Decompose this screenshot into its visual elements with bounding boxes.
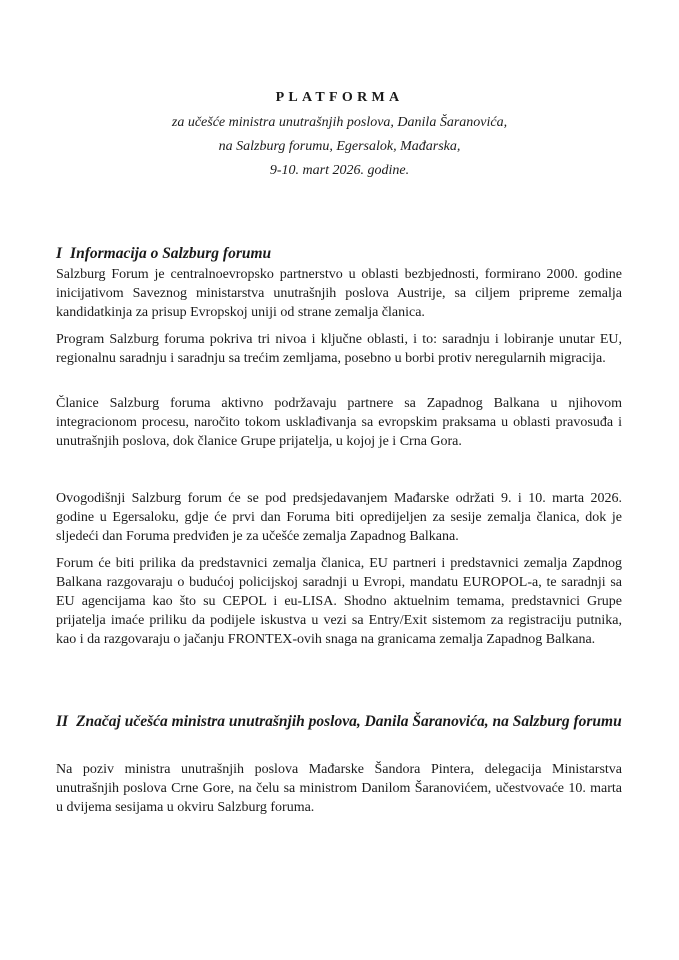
- paragraph: Forum će biti prilika da predstavnici zemalja članica, EU partneri i predstavnici zemalja Zapdnog Balkana razgovaraju o budućoj policijskoj saradnji u Evropi, mandatu EUROPOL-a, te saradnji sa EU agencijama kao što su CEPOL i eu-LISA. Shodno aktuelnim temama, predstavnici Grupe prijatelja imaće priliku da podijele iskustva u vezi sa Entry/Exit sistemom za registraciju putnika, kao i da razgovaraju o jačanju FRONTEX-ovih snaga na granicama zemalja Zapadnog Balkana.: [56, 556, 622, 647]
- section-title: Informacija o Salzburg forumu: [70, 245, 272, 262]
- section-1-paragraph-1: [56, 265, 622, 322]
- paragraph: Ovogodišnji Salzburg forum će se pod predsjedavanjem Mađarske održati 9. i 10. marta 2026. godine u Egersaloku, gdje će prvi dan Foruma biti opredijeljen za sesije zemalja članica, dok je sljedeći dan Foruma predviđen je za učešće zemalja Zapadnog Balkana.: [56, 491, 622, 544]
- paragraph: Salzburg Forum je centralnoevropsko partnerstvo u oblasti bezbjednosti, formirano 2000. godine inicijativom Saveznog ministarstva unutrašnjih poslova Austrije, sa ciljem pripreme zemalja kandidatkinja za prisup Evropskoj uniji od strane zemalja članica.: [56, 267, 622, 320]
- document-title: PLATFORMA: [275, 90, 404, 105]
- section-1-paragraph-4: [56, 489, 622, 546]
- document-header: [0, 89, 679, 183]
- paragraph: Članice Salzburg foruma aktivno podržavaju partnere sa Zapadnog Balkana u njihovom integracionom procesu, naročito tokom usklađivanja sa evropskim praksama u oblasti pravosuđa i unutrašnjih poslova, dok članice Grupe prijatelja, u kojoj je i Crna Gora.: [56, 396, 622, 449]
- section-number: I: [56, 245, 63, 262]
- paragraph: Na poziv ministra unutrašnjih poslova Mađarske Šandora Pintera, delegacija Ministarstva unutrašnjih poslova Crne Gore, na čelu sa ministrom Danilom Šaranovićem, učestvovaće 10. marta u dvijema sesijama u okviru Salzburg foruma.: [56, 762, 622, 815]
- section-1-paragraph-2: [56, 330, 622, 368]
- section-number: II: [56, 713, 69, 730]
- section-2-paragraph-1: [56, 760, 622, 817]
- section-2-heading: [56, 712, 622, 732]
- section-title: Značaj učešća ministra unutrašnjih poslova, Danila Šaranovića, na Salzburg forumu: [76, 713, 622, 730]
- paragraph: Program Salzburg foruma pokriva tri nivoa i ključne oblasti, i to: saradnju i lobiranje unutar EU, regionalnu saradnju i saradnju sa trećim zemljama, posebno u borbi protiv neregularnih migracija.: [56, 332, 622, 366]
- subtitle-line-3: 9-10. mart 2026. godine.: [269, 163, 410, 178]
- subtitle-line-1: za učešće ministra unutrašnjih poslova, Danila Šaranovića,: [171, 115, 508, 130]
- section-1-heading: [56, 244, 622, 264]
- section-1-paragraph-3: [56, 394, 622, 451]
- section-1-paragraph-5: [56, 554, 622, 649]
- subtitle-line-2: na Salzburg forumu, Egersalok, Mađarska,: [218, 139, 461, 154]
